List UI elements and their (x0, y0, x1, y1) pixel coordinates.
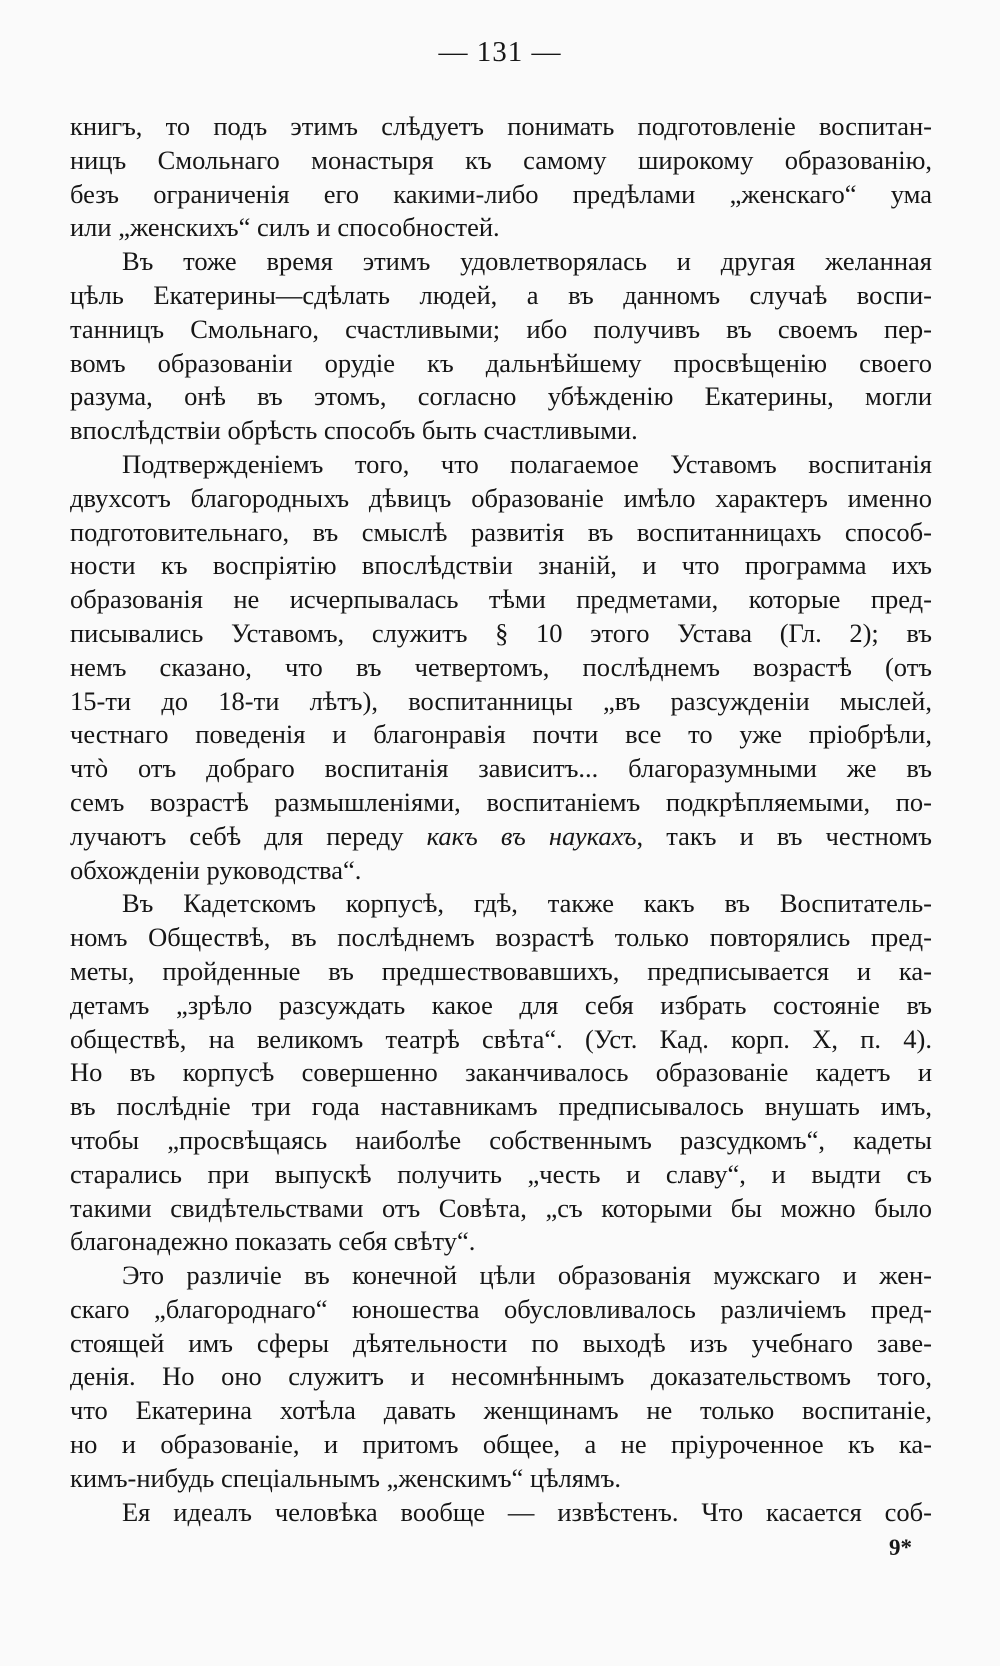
text-line: Ея идеалъ человѣка вообще — извѣстенъ. Что касается соб- (122, 1496, 932, 1527)
text-fragment: , такъ и въ честномъ (636, 820, 932, 851)
text-line: немъ сказано, что въ четвертомъ, послѣднемъ возрастѣ (отъ (70, 651, 932, 682)
text-line: меты, пройденные въ предшествовавшихъ, предписывается и ка- (70, 955, 932, 986)
text-line: честнаго поведенія и благонравія почти все то уже пріобрѣли, (70, 719, 932, 750)
text-line: Въ тоже время этимъ удовлетворялась и другая желанная (122, 246, 932, 277)
text-line (70, 820, 932, 854)
text-line: Въ Кадетскомъ корпусѣ, гдѣ, также какъ въ Воспитатель- (122, 888, 932, 919)
text-line: кимъ-нибудь спеціальнымъ „женскимъ“ цѣлямъ. (70, 1462, 622, 1493)
text-line: ницъ Смольнаго монастыря къ самому широкому образованію, (70, 144, 932, 175)
text-line: впослѣдствіи обрѣсть способъ быть счастливыми. (70, 415, 638, 446)
text-line: Но въ корпусѣ совершенно заканчивалось образованіе кадетъ и (70, 1057, 932, 1088)
text-line: разума, онѣ въ этомъ, согласно убѣжденію Екатерины, могли (70, 381, 932, 412)
body-text (70, 110, 932, 1529)
text-fragment: лучаютъ себѣ для переду (70, 820, 404, 851)
text-line: Подтвержденіемъ того, что полагаемое Уставомъ воспитанія (122, 448, 932, 479)
text-line: ности къ воспріятію впослѣдствіи знаній, и что программа ихъ (70, 550, 932, 581)
text-line: чтò отъ добраго воспитанія зависитъ... благоразумными же въ (70, 753, 932, 784)
italic-fragment: какъ въ наукахъ (426, 820, 637, 851)
text-line: образованія не исчерпывалась тѣми предметами, которые пред- (70, 584, 932, 615)
text-line: или „женскихъ“ силъ и способностей. (70, 212, 500, 243)
text-line: двухсотъ благородныхъ дѣвицъ образованіе имѣло характеръ именно (70, 482, 932, 513)
text-line: стоящей имъ сферы дѣятельности по выходѣ изъ учебнаго заве- (70, 1327, 932, 1358)
text-line: писывались Уставомъ, служитъ § 10 этого Устава (Гл. 2); въ (70, 617, 932, 648)
text-line: семъ возрастѣ размышленіями, воспитаніемъ подкрѣпляемыми, по- (70, 786, 932, 817)
text-line: такими свидѣтельствами отъ Совѣта, „съ которыми бы можно было (70, 1192, 932, 1223)
text-line: обхожденіи руководства“. (70, 854, 362, 885)
text-line: Это различіе въ конечной цѣли образованія мужскаго и жен- (122, 1260, 932, 1291)
text-line: цѣль Екатерины—сдѣлать людей, а въ данномъ случаѣ воспи- (70, 279, 932, 310)
text-line: благонадежно показать себя свѣту“. (70, 1226, 476, 1257)
text-line: 15-ти до 18-ти лѣтъ), воспитанницы „въ разсужденіи мыслей, (70, 685, 932, 716)
text-line: безъ ограниченія его какими-либо предѣлами „женскаго“ ума (70, 178, 932, 209)
text-line: что Екатерина хотѣла давать женщинамъ не только воспитаніе, (70, 1395, 932, 1426)
text-line: чтобы „просвѣщаясь наиболѣе собственнымъ разсудкомъ“, кадеты (70, 1124, 932, 1155)
text-line: вомъ образованіи орудіе къ дальнѣйшему просвѣщенію своего (70, 347, 932, 378)
text-line: книгъ, то подъ этимъ слѣдуетъ понимать подготовленіе воспитан- (70, 111, 932, 141)
text-line: детамъ „зрѣло разсуждать какое для себя избрать состояніе въ (70, 989, 932, 1020)
printer-signature-mark: 9* (889, 1535, 912, 1560)
page-number: — 131 — (438, 36, 562, 68)
text-line: обществѣ, на великомъ театрѣ свѣта“. (Уст. Кад. корп. X, п. 4). (70, 1023, 932, 1054)
text-line: но и образованіе, и притомъ общее, а не пріуроченное къ ка- (70, 1429, 932, 1460)
text-line: подготовительнаго, въ смыслѣ развитія въ воспитанницахъ способ- (70, 516, 932, 547)
text-line: номъ Обществѣ, въ послѣднемъ возрастѣ только повторялись пред- (70, 922, 932, 953)
text-line: денія. Но оно служитъ и несомнѣннымъ доказательствомъ того, (70, 1361, 932, 1392)
text-line: танницъ Смольнаго, счастливыми; ибо получивъ въ своемъ пер- (70, 313, 932, 344)
text-line: скаго „благороднаго“ юношества обусловливалось различіемъ пред- (70, 1293, 932, 1324)
text-line: въ послѣдніе три года наставникамъ предписывалось внушать имъ, (70, 1091, 932, 1122)
text-line: старались при выпускѣ получить „честь и славу“, и выдти съ (70, 1158, 932, 1189)
